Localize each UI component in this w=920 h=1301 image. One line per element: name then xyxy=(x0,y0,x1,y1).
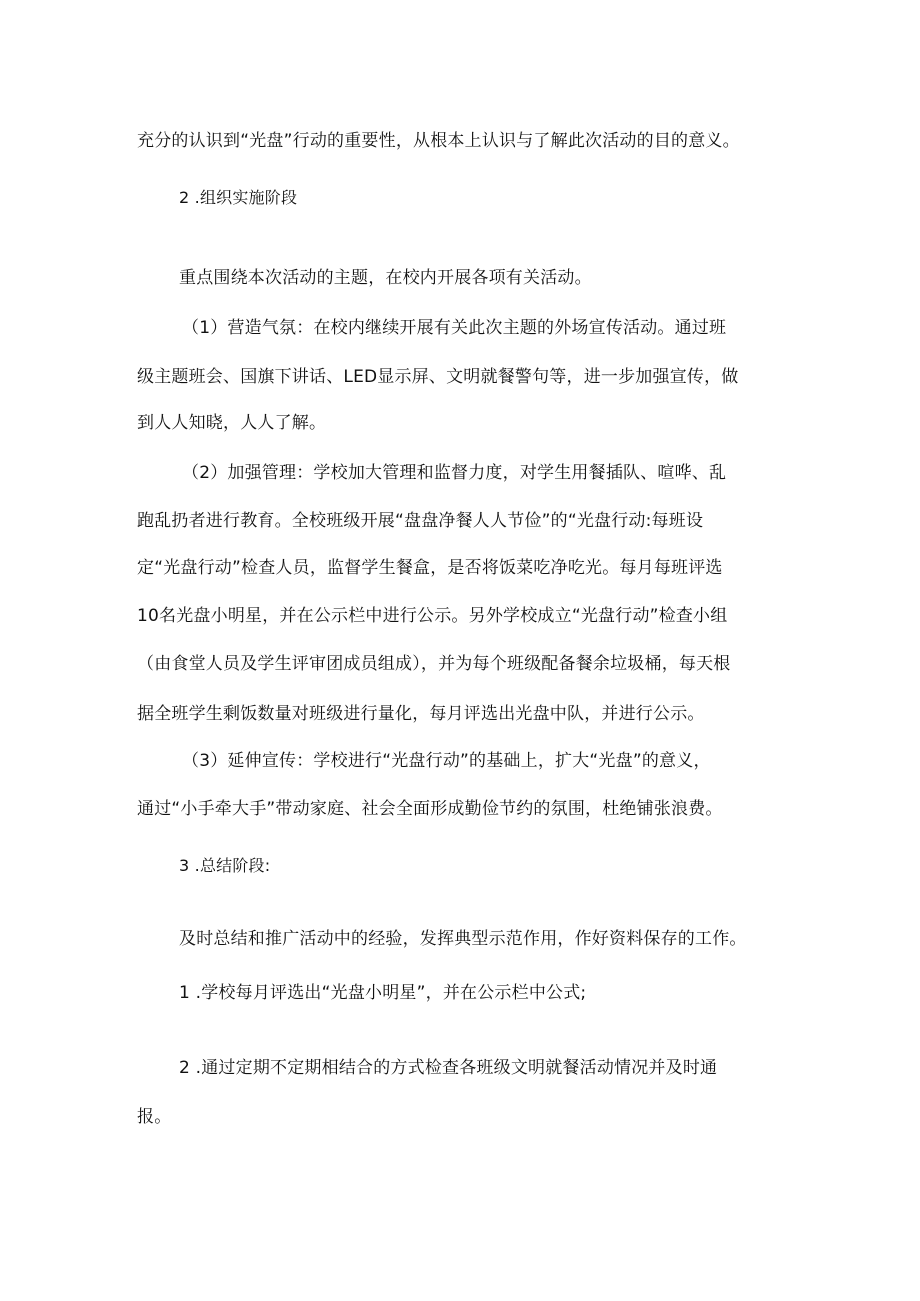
section3-point2-line2: 报。 xyxy=(137,1107,172,1127)
item1-line2: 级主题班会、国旗下讲话、LED显示屏、文明就餐警句等，进一步加强宣传，做 xyxy=(137,367,739,387)
section3-point2-line1: 2 .通过定期不定期相结合的方式检查各班级文明就餐活动情况并及时通 xyxy=(179,1058,718,1078)
intro-tail-paragraph: 充分的认识到“光盘”行动的重要性，从根本上认识与了解此次活动的目的意义。 xyxy=(137,131,740,151)
item3-line1: （3）延伸宣传：学校进行“光盘行动”的基础上，扩大“光盘”的意义， xyxy=(182,751,711,771)
section3-point1: 1 .学校每月评选出“光盘小明星”，并在公示栏中公式; xyxy=(179,983,587,1003)
item2-line1: （2）加强管理：学校加大管理和监督力度，对学生用餐插队、喧哗、乱 xyxy=(182,463,727,483)
item1-line1: （1）营造气氛：在校内继续开展有关此次主题的外场宣传活动。通过班 xyxy=(182,318,727,338)
section3-lead-paragraph: 及时总结和推广活动中的经验，发挥典型示范作用，作好资料保存的工作。 xyxy=(179,929,747,949)
section3-heading: 3 .总结阶段: xyxy=(179,856,271,875)
item2-line4: 10名光盘小明星，并在公示栏中进行公示。另外学校成立“光盘行动”检查小组 xyxy=(137,606,728,626)
item1-line3: 到人人知晓，人人了解。 xyxy=(137,413,327,433)
section2-heading: 2 .组织实施阶段 xyxy=(179,188,298,207)
item2-line2: 跑乱扔者进行教育。全校班级开展“盘盘净餐人人节俭”的“光盘行动:每班设 xyxy=(137,511,704,531)
item2-line5: （由食堂人员及学生评审团成员组成），并为每个班级配备餐余垃圾桶，每天根 xyxy=(137,654,731,674)
item2-line6: 据全班学生剩饭数量对班级进行量化，每月评选出光盘中队，并进行公示。 xyxy=(137,704,705,724)
item3-line2: 通过“小手牵大手”带动家庭、社会全面形成勤俭节约的氛围，杜绝铺张浪费。 xyxy=(137,799,723,819)
section2-lead-paragraph: 重点围绕本次活动的主题，在校内开展各项有关活动。 xyxy=(179,268,592,288)
item2-line3: 定“光盘行动”检查人员，监督学生餐盒，是否将饭菜吃净吃光。每月每班评选 xyxy=(137,558,723,578)
